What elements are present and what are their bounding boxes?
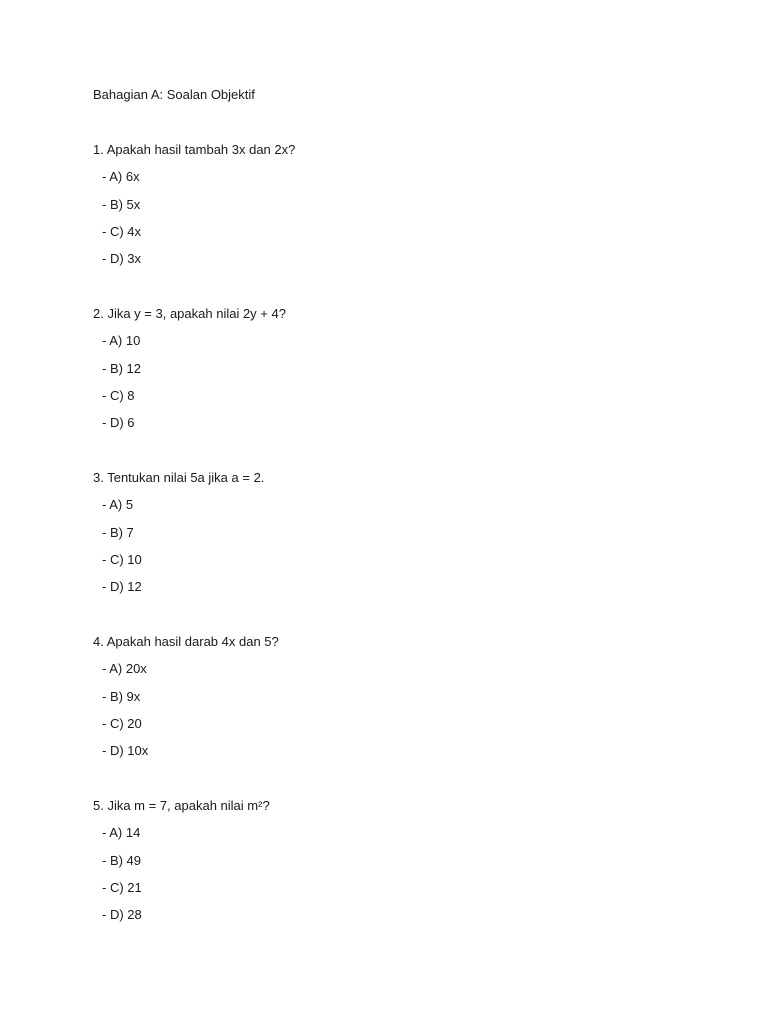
option-a: - A) 20x [102,661,147,677]
option-a: - A) 5 [102,497,134,513]
option-c: - C) 4x [102,223,141,239]
question-text: 1. Apakah hasil tambah 3x dan 2x? [93,142,296,157]
option-a: - A) 6x [102,169,140,185]
question-3 [93,469,693,596]
question-4 [93,633,693,760]
option-c: - C) 8 [102,387,135,403]
option-c: - C) 10 [102,551,142,567]
option-a: - A) 14 [102,825,141,841]
section-title: Bahagian A: Soalan Objektif [93,87,255,102]
option-b: - B) 7 [102,524,134,540]
option-b: - B) 12 [102,360,142,376]
option-d: - D) 3x [102,251,141,267]
option-c: - C) 20 [102,715,142,731]
question-text: 2. Jika y = 3, apakah nilai 2y + 4? [93,306,286,321]
question-2 [93,305,693,432]
option-d: - D) 10x [102,743,149,759]
question-text: 4. Apakah hasil darab 4x dan 5? [93,634,279,649]
option-b: - B) 5x [102,196,141,212]
option-d: - D) 12 [102,579,142,595]
question-text: 3. Tentukan nilai 5a jika a = 2. [93,470,265,485]
option-b: - B) 49 [102,852,142,868]
option-c: - C) 21 [102,879,142,895]
question-1 [93,141,693,268]
question-5 [93,797,693,924]
option-a: - A) 10 [102,333,141,349]
option-d: - D) 28 [102,907,142,923]
option-d: - D) 6 [102,415,135,431]
option-b: - B) 9x [102,688,141,704]
question-text: 5. Jika m = 7, apakah nilai m²? [93,798,270,813]
